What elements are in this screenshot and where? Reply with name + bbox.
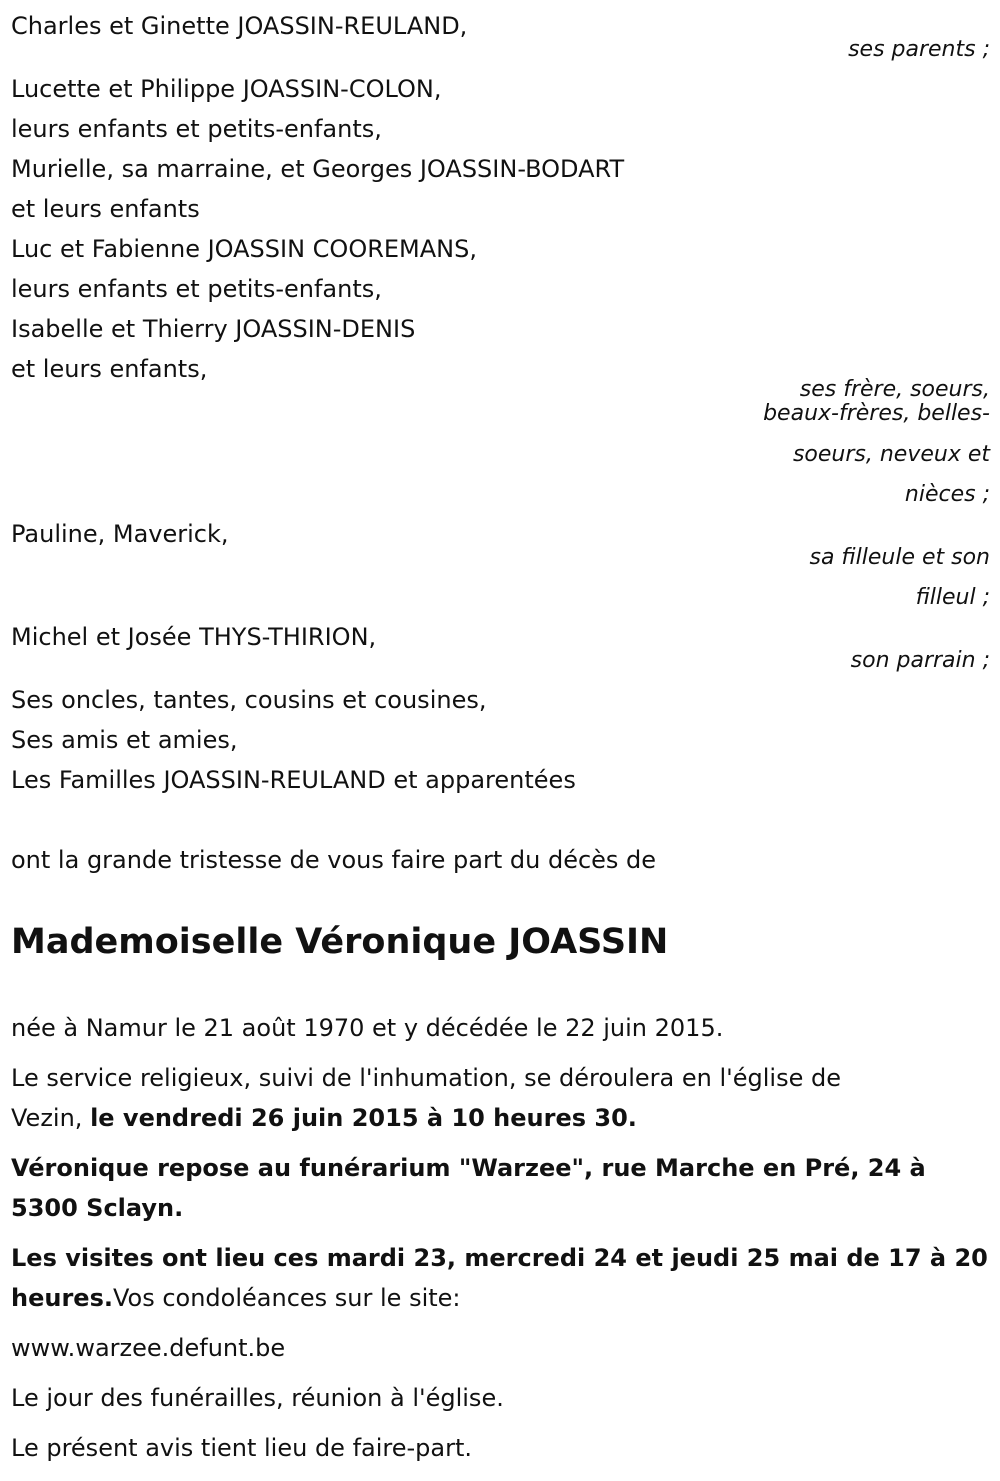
visits-line-1: Les visites ont lieu ces mardi 23, mercredi 24 et jeudi 25 mai de 17 à 20 <box>11 1244 988 1272</box>
sibling-line-2: leurs enfants et petits-enfants, <box>11 115 382 143</box>
service-place: Vezin, <box>11 1104 91 1132</box>
service-line-2 <box>11 1103 637 1133</box>
notice: Le présent avis tient lieu de faire-part. <box>11 1434 473 1462</box>
visits-line-2 <box>11 1283 461 1313</box>
parents-role: ses parents ; <box>848 37 990 62</box>
sibling-line-7: Isabelle et Thierry JOASSIN-DENIS <box>11 315 416 343</box>
deceased-name: Mademoiselle Véronique JOASSIN <box>11 922 669 962</box>
siblings-role-2: beaux-frères, belles- <box>763 401 990 426</box>
siblings-role-4: nièces ; <box>904 482 990 507</box>
others-line-3: Les Familles JOASSIN-REULAND et apparentées <box>11 766 576 794</box>
service-line-1: Le service religieux, suivi de l'inhumation, se déroulera en l'église de <box>11 1064 841 1092</box>
siblings-role-1: ses frère, soeurs, <box>799 377 990 402</box>
siblings-role-3: soeurs, neveux et <box>792 442 990 467</box>
sibling-line-6: leurs enfants et petits-enfants, <box>11 275 382 303</box>
service-date: le vendredi 26 juin 2015 à 10 heures 30. <box>90 1104 637 1132</box>
sibling-line-4: et leurs enfants <box>11 195 200 223</box>
funeral-day: Le jour des funérailles, réunion à l'église. <box>11 1384 504 1412</box>
rest-line-1: Véronique repose au funérarium "Warzee", rue Marche en Pré, 24 à <box>11 1154 926 1182</box>
others-line-2: Ses amis et amies, <box>11 726 238 754</box>
rest-line-2: 5300 Sclayn. <box>11 1194 184 1222</box>
announcement: ont la grande tristesse de vous faire part du décès de <box>11 846 657 874</box>
birth-death: née à Namur le 21 août 1970 et y décédée le 22 juin 2015. <box>11 1014 724 1042</box>
godchildren-names: Pauline, Maverick, <box>11 520 229 548</box>
sibling-line-5: Luc et Fabienne JOASSIN COOREMANS, <box>11 235 477 263</box>
sibling-line-3: Murielle, sa marraine, et Georges JOASSIN-BODART <box>11 155 625 183</box>
visits-hours: heures. <box>11 1284 113 1312</box>
others-line-1: Ses oncles, tantes, cousins et cousines, <box>11 686 487 714</box>
sibling-line-1: Lucette et Philippe JOASSIN-COLON, <box>11 75 442 103</box>
parents-names: Charles et Ginette JOASSIN-REULAND, <box>11 12 468 40</box>
godfather-names: Michel et Josée THYS-THIRION, <box>11 623 377 651</box>
godfather-role: son parrain ; <box>850 648 990 673</box>
godchildren-role-2: filleul ; <box>915 585 990 610</box>
sibling-line-8: et leurs enfants, <box>11 355 208 383</box>
condolences-text: Vos condoléances sur le site: <box>112 1284 461 1312</box>
godchildren-role-1: sa filleule et son <box>809 545 990 570</box>
website-link[interactable]: www.warzee.defunt.be <box>11 1334 286 1362</box>
